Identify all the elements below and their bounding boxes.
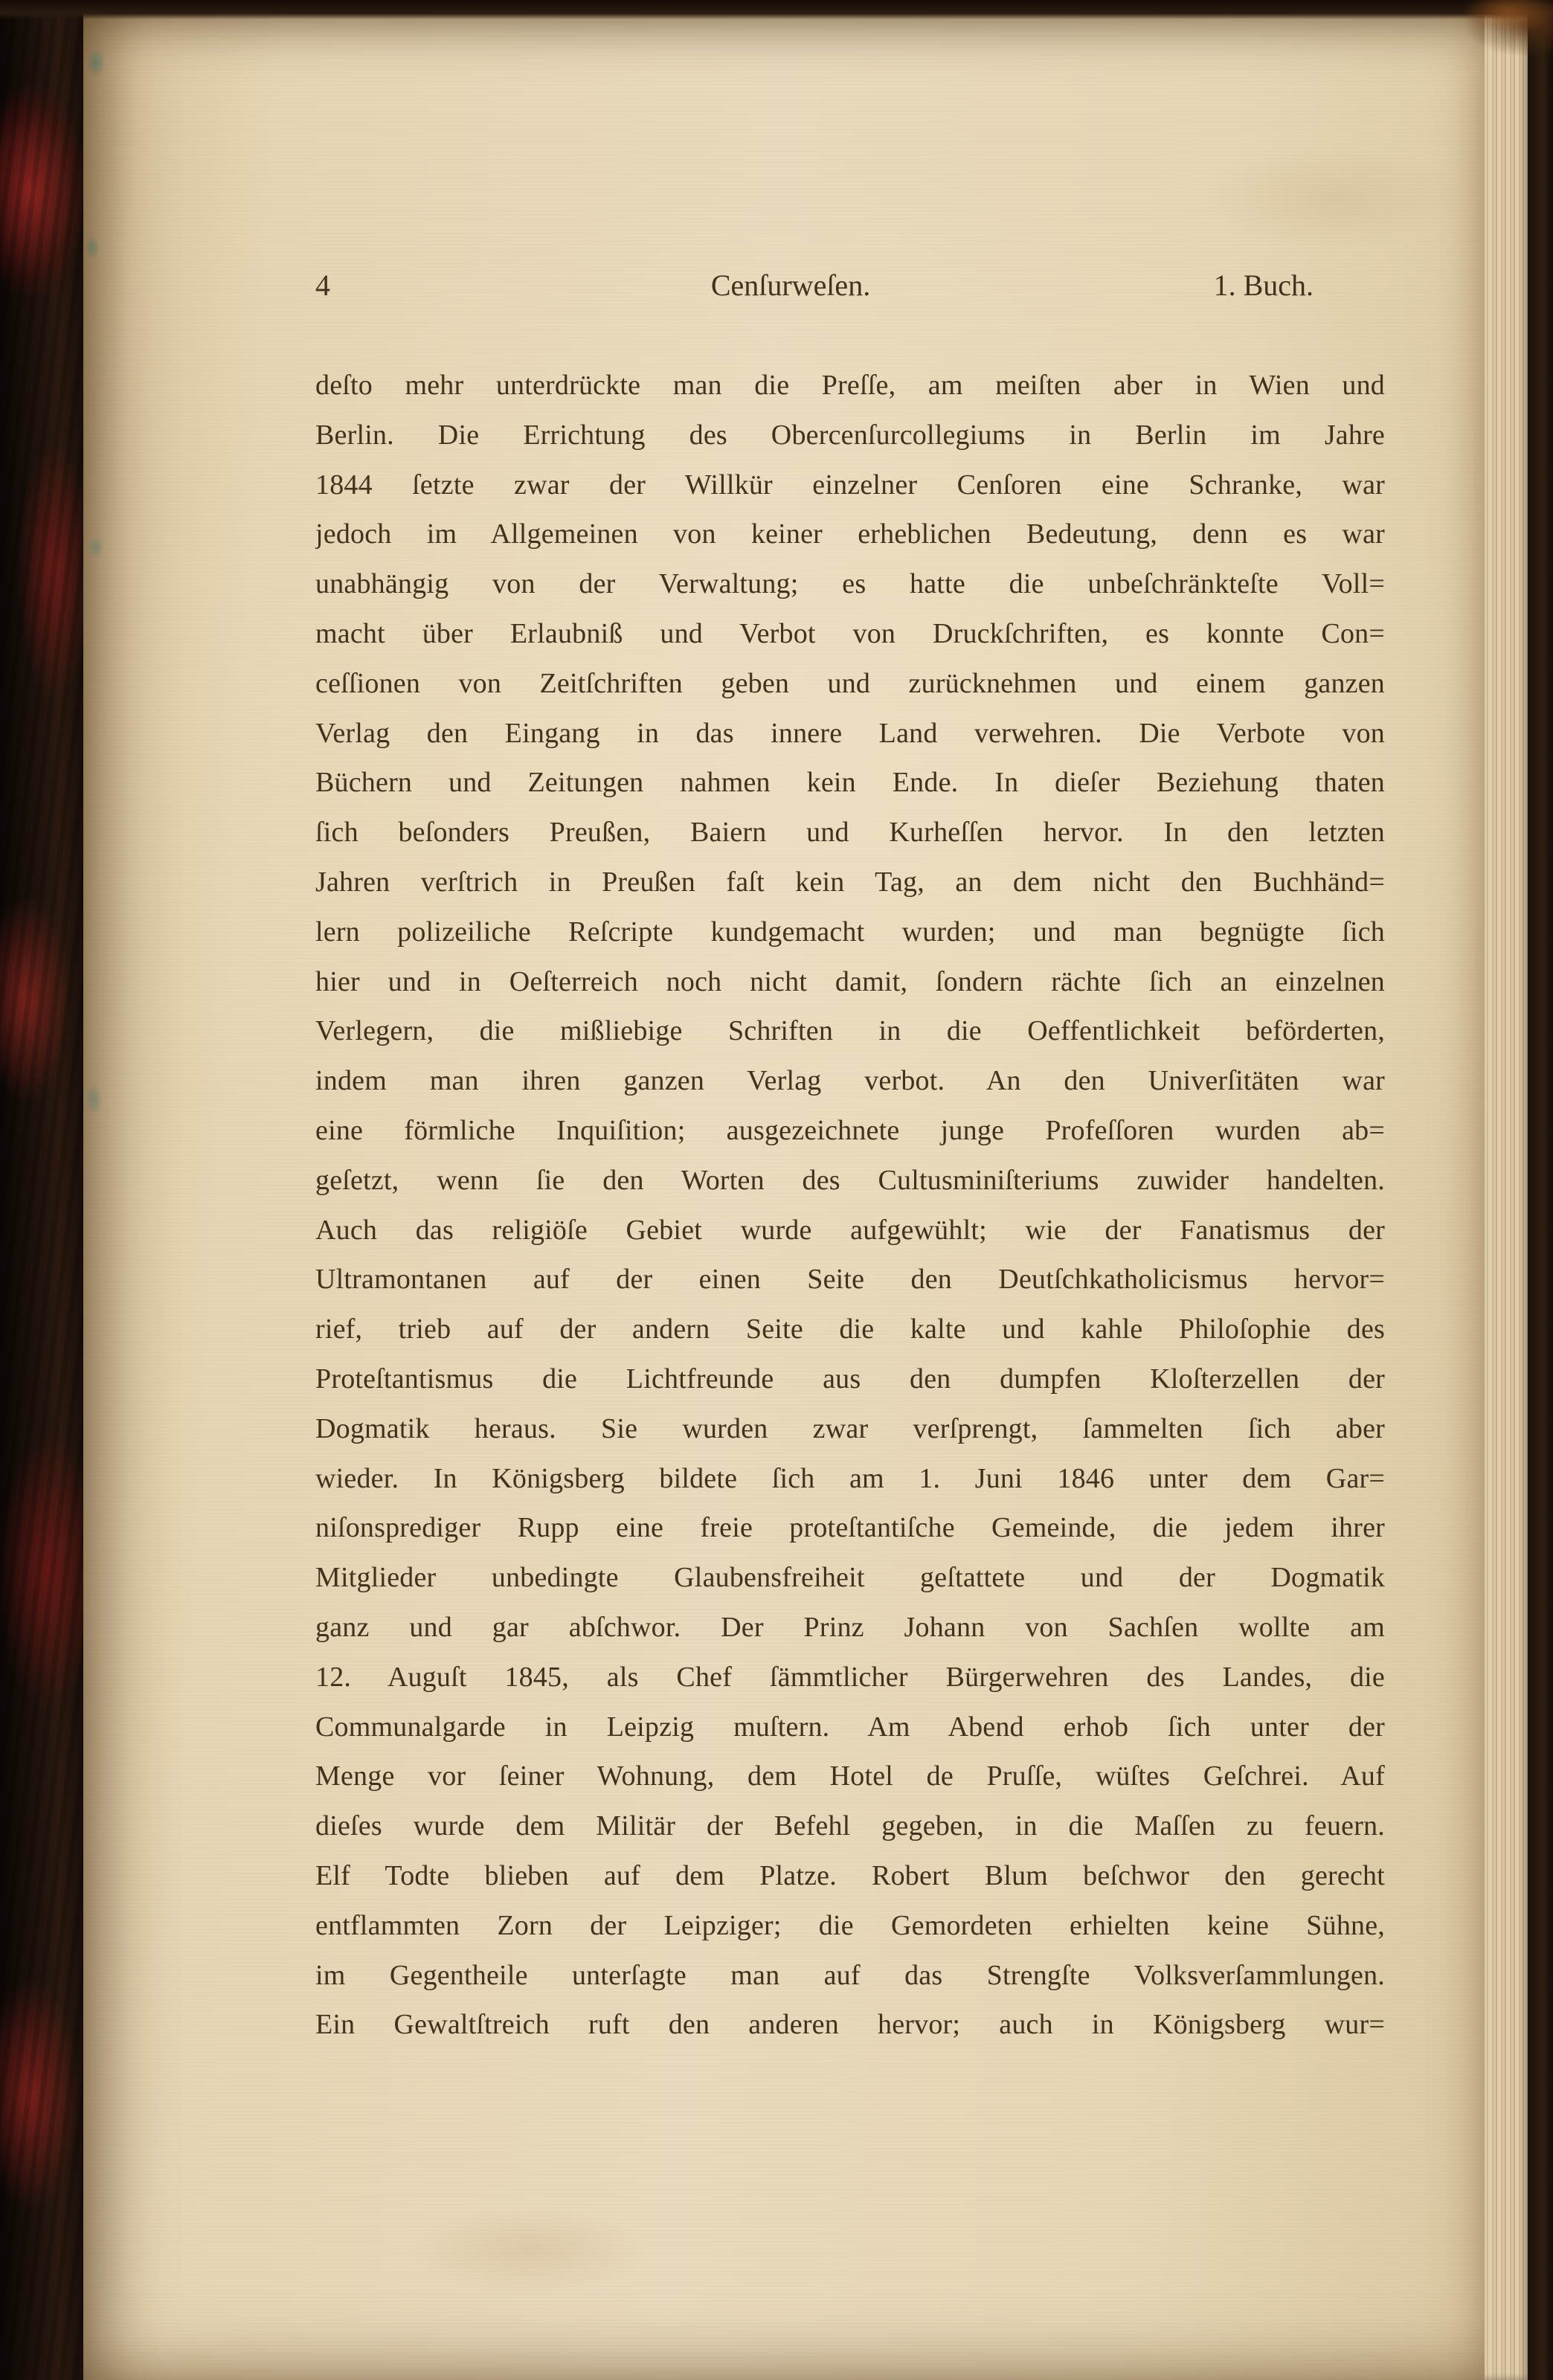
text-line: macht über Erlaubniß und Verbot von Druckſchriften, es konnte Con= <box>315 617 1385 649</box>
text-line: rief, trieb auf der andern Seite die kalte und kahle Philoſophie des <box>315 1313 1385 1345</box>
text-line: wieder. In Königsberg bildete ſich am 1. Juni 1846 unter dem Gar= <box>315 1462 1385 1494</box>
text-line: Verlag den Eingang in das innere Land verwehren. Die Verbote von <box>315 717 1385 749</box>
text-line: dieſes wurde dem Militär der Befehl gegeben, in die Maſſen zu feuern. <box>315 1810 1385 1842</box>
text-line: im Gegentheile unterſagte man auf das Strengſte Volksverſammlungen. <box>315 1959 1385 1991</box>
page-content <box>83 12 1491 2380</box>
text-line: entflammten Zorn der Leipziger; die Gemordeten erhielten keine Sühne, <box>315 1909 1385 1941</box>
text-line: Ultramontanen auf der einen Seite den Deutſchkatholicismus hervor= <box>315 1264 1385 1296</box>
text-line: Dogmatik heraus. Sie wurden zwar verſprengt, ſammelten ſich aber <box>315 1412 1385 1444</box>
text-line: Proteſtantismus die Lichtfreunde aus den dumpfen Kloſterzellen der <box>315 1363 1385 1395</box>
text-line: lern polizeiliche Reſcripte kundgemacht wurden; und man begnügte ſich <box>315 916 1385 948</box>
text-line: Auch das religiöſe Gebiet wurde aufgewühlt; wie der Fanatismus der <box>315 1214 1385 1246</box>
text-line: eine förmliche Inquiſition; ausgezeichnete junge Profeſſoren wurden ab= <box>315 1114 1385 1146</box>
text-line: Verlegern, die mißliebige Schriften in die Oeffentlichkeit beförderten, <box>315 1015 1385 1047</box>
text-line: Jahren verſtrich in Preußen faſt kein Tag, an dem nicht den Buchhänd= <box>315 866 1385 898</box>
book-page <box>83 12 1491 2380</box>
text-line: Büchern und Zeitungen nahmen kein Ende. In dieſer Beziehung thaten <box>315 767 1385 799</box>
text-line: 1844 ſetzte zwar der Willkür einzelner Cenſoren eine Schranke, war <box>315 469 1385 501</box>
book-cover-top <box>0 0 1553 19</box>
book-cover-right <box>1528 0 1553 2380</box>
text-line: Mitglieder unbedingte Glaubensfreiheit geſtattete und der Dogmatik <box>315 1562 1385 1594</box>
cover-marble-corner <box>1441 0 1553 60</box>
running-title: Cenſurweſen. <box>710 268 871 302</box>
text-line: ſich beſonders Preußen, Baiern und Kurheſſen hervor. In den letzten <box>315 817 1385 849</box>
text-line: ganz und gar abſchwor. Der Prinz Johann von Sachſen wollte am <box>315 1611 1385 1643</box>
text-line: Ein Gewaltſtreich ruft den anderen hervor; auch in Königsberg wur= <box>315 2009 1385 2041</box>
page-header <box>315 268 1385 303</box>
page-text <box>315 361 1385 2050</box>
text-line: Berlin. Die Errichtung des Obercenſurcollegiums in Berlin im Jahre <box>315 419 1385 451</box>
text-line: unabhängig von der Verwaltung; es hatte die unbeſchränkteſte Voll= <box>315 568 1385 600</box>
text-line: deſto mehr unterdrückte man die Preſſe, am meiſten aber in Wien und <box>315 370 1385 401</box>
text-line: Communalgarde in Leipzig muſtern. Am Abend erhob ſich unter der <box>315 1711 1385 1743</box>
text-line: Menge vor ſeiner Wohnung, dem Hotel de Pruſſe, wüſtes Geſchrei. Auf <box>315 1760 1385 1792</box>
book-label: 1. Buch. <box>1213 268 1314 302</box>
text-line: 12. Auguſt 1845, als Chef ſämmtlicher Bürgerwehren des Landes, die <box>315 1661 1385 1693</box>
text-line: Elf Todte blieben auf dem Platze. Robert Blum beſchwor den gerecht <box>315 1859 1385 1891</box>
text-line: geſetzt, wenn ſie den Worten des Cultusminiſteriums zuwider handelten. <box>315 1164 1385 1196</box>
page-edges <box>1485 10 1531 2380</box>
page-number: 4 <box>315 268 330 302</box>
text-line: niſonsprediger Rupp eine freie proteſtantiſche Gemeinde, die jedem ihrer <box>315 1512 1385 1544</box>
text-line: indem man ihren ganzen Verlag verbot. An den Univerſitäten war <box>315 1065 1385 1097</box>
text-line: ceſſionen von Zeitſchriften geben und zurücknehmen und einem ganzen <box>315 667 1385 699</box>
text-line: hier und in Oeſterreich noch nicht damit, ſondern rächte ſich an einzelnen <box>315 965 1385 997</box>
text-line: jedoch im Allgemeinen von keiner erheblichen Bedeutung, denn es war <box>315 518 1385 550</box>
book-spine <box>0 0 88 2380</box>
